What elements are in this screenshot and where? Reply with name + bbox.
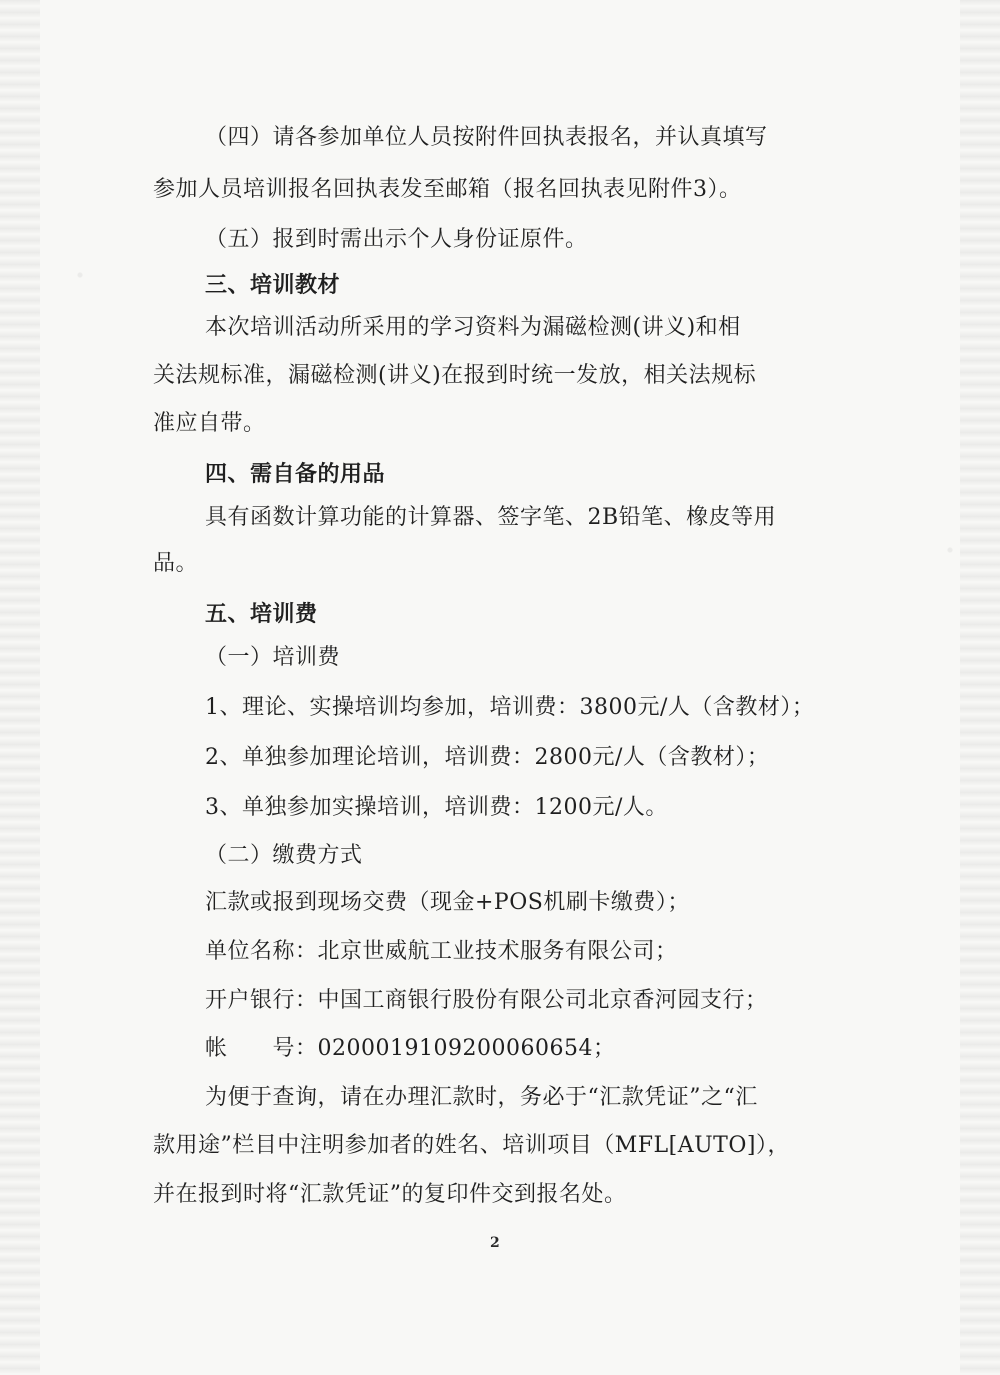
text-line-3: （五）报到时需出示个人身份证原件。 bbox=[205, 227, 588, 252]
text-line-10: 品。 bbox=[153, 551, 199, 576]
text-line-22: 款用途”栏目中注明参加者的姓名、培训项目（MFL[AUTO]）， bbox=[153, 1133, 790, 1158]
subheading-fee: （一）培训费 bbox=[205, 645, 341, 670]
scan-edge-noise-left bbox=[0, 0, 40, 1375]
text-line-1: （四）请各参加单位人员按附件回执表报名，并认真填写 bbox=[205, 125, 768, 150]
page-number: 2 bbox=[490, 1235, 500, 1251]
section-heading-4: 四、需自备的用品 bbox=[205, 461, 386, 487]
text-line-7: 准应自带。 bbox=[153, 411, 266, 436]
scan-edge-noise-right bbox=[960, 0, 1000, 1375]
payment-line-1: 汇款或报到现场交费（现金+POS机刷卡缴费）； bbox=[205, 890, 690, 915]
subheading-payment-method: （二）缴费方式 bbox=[205, 843, 363, 868]
fee-item-1: 1、理论、实操培训均参加，培训费：3800元/人（含教材）； bbox=[205, 695, 815, 720]
text-line-21: 为便于查询，请在办理汇款时，务必于“汇款凭证”之“汇 bbox=[205, 1085, 758, 1110]
section-heading-3: 三、培训教材 bbox=[205, 272, 341, 298]
text-line-9: 具有函数计算功能的计算器、签字笔、2B铅笔、橡皮等用 bbox=[205, 505, 777, 530]
fee-item-3: 3、单独参加实操培训，培训费：1200元/人。 bbox=[205, 795, 668, 820]
text-line-5: 本次培训活动所采用的学习资料为漏磁检测(讲义)和相 bbox=[205, 315, 741, 340]
section-heading-5: 五、培训费 bbox=[205, 601, 318, 627]
payment-account-number: 帐 号：0200019109200060654； bbox=[205, 1036, 616, 1061]
text-line-6: 关法规标准，漏磁检测(讲义)在报到时统一发放，相关法规标 bbox=[153, 363, 757, 388]
payment-bank-name: 开户银行：中国工商银行股份有限公司北京香河园支行； bbox=[205, 988, 768, 1013]
payment-company-name: 单位名称：北京世威航工业技术服务有限公司； bbox=[205, 939, 678, 964]
text-line-23: 并在报到时将“汇款凭证”的复印件交到报名处。 bbox=[153, 1182, 627, 1207]
text-line-2: 参加人员培训报名回执表发至邮箱（报名回执表见附件3）。 bbox=[153, 177, 742, 202]
fee-item-2: 2、单独参加理论培训，培训费：2800元/人（含教材）； bbox=[205, 745, 770, 770]
